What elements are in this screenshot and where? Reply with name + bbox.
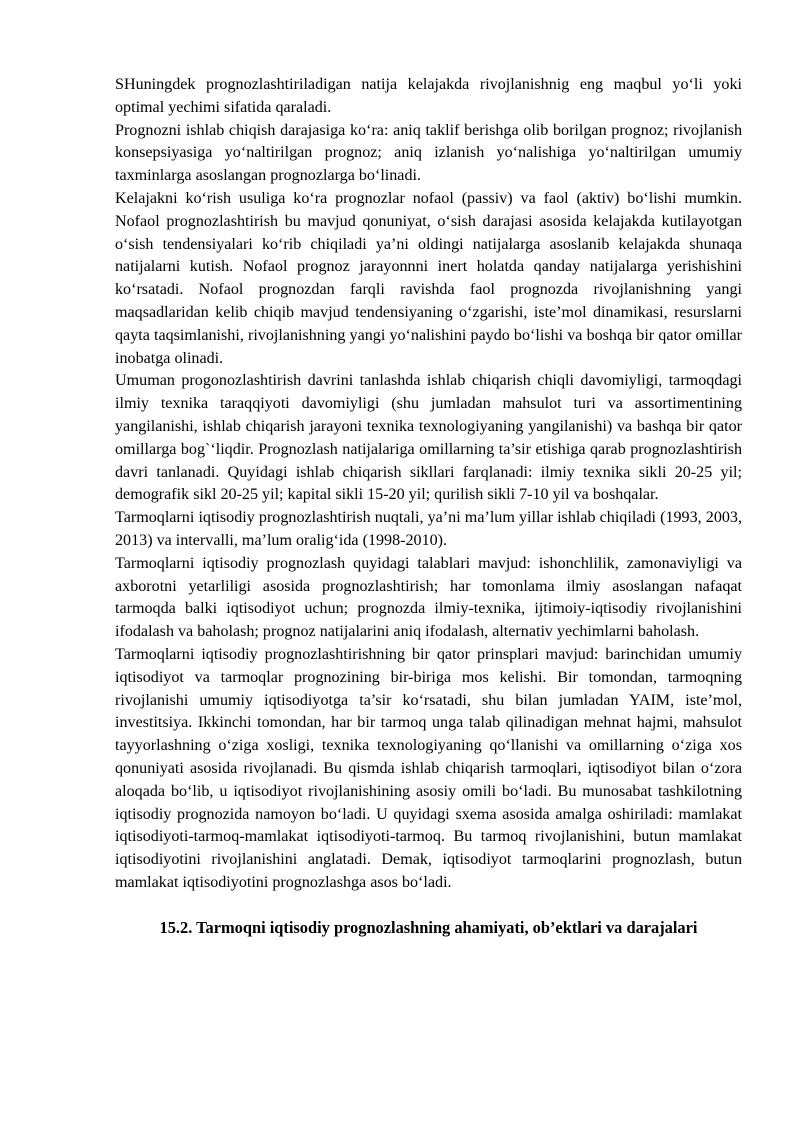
paragraph-forecast-period: Umuman progonozlashtirish davrini tanlashda ishlab chiqarish chiqli davomiyligi, tarmoqdagi ilmiy texnika taraqqiyoti davomiyligi (shu jumladan mahsulot turi va assortimentining yangilanishi, ishlab chiqarish jarayoni texnika texnologiyaning yangilanishi) va bashqa bir qator omillarga bog`‘liqdir. Prognozlash natijalariga omillarning ta’sir etishiga qarab prognozlashtirish davri tanlanadi. Quyidagi ishlab chiqarish sikllari farqlanadi: ilmiy texnika sikli 20-25 yil; demografik sikl 20-25 yil; kapital sikli 15-20 yil; qurilish sikli 7-10 yil va boshqalar. — [115, 372, 742, 504]
paragraph-forecast-result: SHuningdek prognozlashtiriladigan natija kelajakda rivojlanishnig eng maqbul yo‘li yoki optimal yechimi sifatida qaraladi. — [115, 76, 742, 116]
section-heading: 15.2. Tarmoqni iqtisodiy prognozlashning ahamiyati, ob’ektlari va darajalari — [159, 917, 698, 937]
document-page — [115, 74, 742, 939]
paragraph-forecast-levels: Prognozni ishlab chiqish darajasiga ko‘ra: aniq taklif berishga olib borilgan prognoz; rivojlanish konsepsiyasiga yo‘naltirilgan prognoz; aniq izlanish yo‘nalishiga yo‘naltirilgan umumiy taxminlarga asoslangan prognozlarga bo‘linadi. — [115, 121, 742, 185]
paragraph-forecast-requirements: Tarmoqlarni iqtisodiy prognozlash quyidagi talablari mavjud: ishonchlilik, zamonaviyligi va axborotni yetarliligi asosida prognozlashtirish; har tomonlama ilmiy asoslangan nafaqat tarmoqda balki iqtisodiyot uchun; prognozda ilmiy-texnika, ijtimoiy-iqtisodiy rivojlanishini ifodalash va baholash; prognoz natijalarini aniq ifodalash, alternativ yechimlarni baholash. — [115, 554, 742, 641]
paragraph-point-interval-forecast: Tarmoqlarni iqtisodiy prognozlashtirish nuqtali, ya’ni ma’lum yillar ishlab chiqiladi (1993, 2003, 2013) va intervalli, ma’lum oralig‘ida (1998-2010). — [115, 509, 742, 549]
paragraph-passive-active-forecast: Kelajakni ko‘rish usuliga ko‘ra prognozlar nofaol (passiv) va faol (aktiv) bo‘lishi mumkin. Nofaol prognozlashtirish bu mavjud qonuniyat, o‘sish darajasi asosida kelajakda kutilayotgan o‘sish tendensiyalari ko‘rib chiqiladi ya’ni oldingi natijalarga asoslanib kelajakda shunaqa natijalarni kutish. Nofaol prognoz jarayonnni inert holatda qanday natijalarga yerishishini ko‘rsatadi. Nofaol prognozdan farqli ravishda faol prognozda rivojlanishning yangi maqsadlaridan kelib chiqib mavjud tendensiyaning o‘zgarishi, iste’mol dinamikasi, resurslarni qayta taqsimlanishi, rivojlanishning yangi yo‘nalishini paydo bo‘lishi va boshqa bir qator omillar inobatga olinadi. — [115, 189, 742, 367]
paragraph-forecast-principles: Tarmoqlarni iqtisodiy prognozlashtirishning bir qator prinsplari mavjud: barinchidan umumiy iqtisodiyot va tarmoqlar prognozining bir-biriga mos kelishi. Bir tomondan, tarmoqning rivojlanishi umumiy iqtisodiyotga ta’sir ko‘rsatadi, shu bilan jumladan YAIM, iste’mol, investitsiya. Ikkinchi tomondan, har bir tarmoq unga talab qilinadigan mehnat hajmi, mahsulot tayyorlashning o‘ziga xosligi, texnika texnologiyaning qo‘llanishi va omillarning o‘ziga xos qonuniyati asosida rivojlanadi. Bu qismda ishlab chiqarish tarmoqlari, iqtisodiyot bilan o‘zora aloqada bo‘lib, u iqtisodiyot rivojlanishining asosiy omili bo‘ladi. Bu munosabat tashkilotning iqtisodiy prognozida namoyon bo‘ladi. U quyidagi sxema asosida amalga oshiriladi: mamlakat iqtisodiyoti-tarmoq-mamlakat iqtisodiyoti-tarmoq. Bu tarmoq rivojlanishini, butun mamlakat iqtisodiyotini rivojlanishini anglatadi. Demak, iqtisodiyot tarmoqlarini prognozlash, butun mamlakat iqtisodiyotini prognozlashga asos bo‘ladi. — [115, 645, 742, 891]
